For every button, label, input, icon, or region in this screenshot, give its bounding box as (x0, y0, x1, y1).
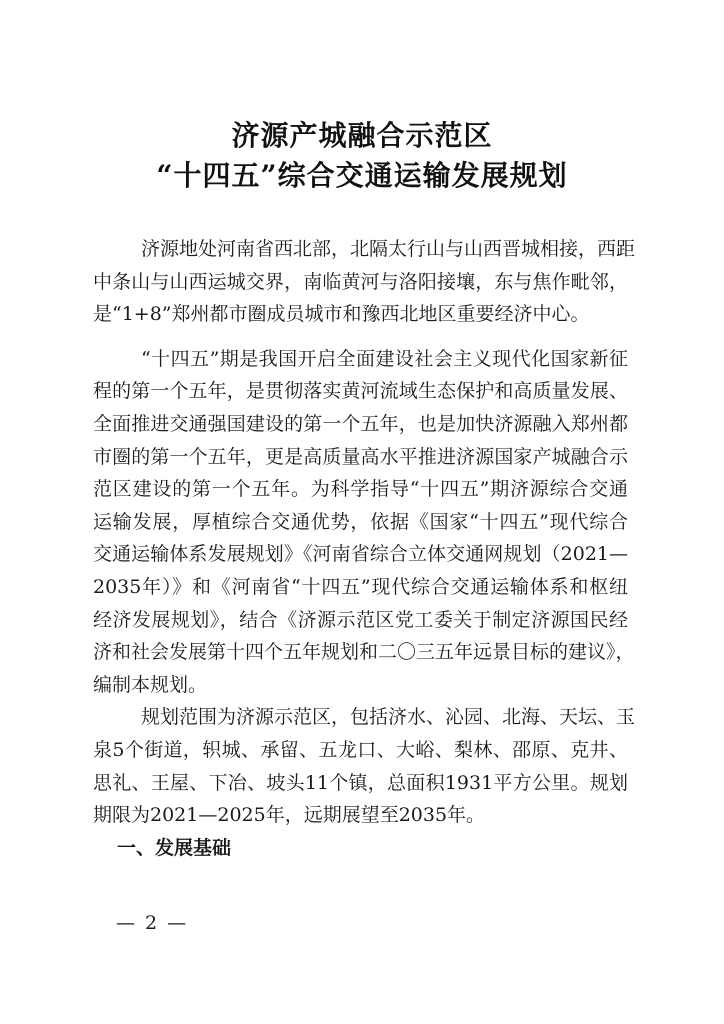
section-heading: 一、发展基础 (117, 836, 232, 859)
text-line: 中条山与山西运城交界，南临黄河与洛阳接壤，东与焦作毗邻， (93, 270, 628, 293)
text-line: 范区建设的第一个五年。为科学指导“十四五”期济源综合交通 (93, 478, 628, 501)
page-number: — 2 — (116, 912, 189, 934)
document-body (93, 233, 636, 864)
paragraph-location (93, 233, 636, 331)
text-line: 程的第一个五年，是贯彻落实黄河流域生态保护和高质量发展、 (93, 380, 628, 403)
paragraph-background (93, 343, 635, 702)
document-title-line-1: 济源产城融合示范区 (231, 119, 493, 152)
text-line: 规划范围为济源示范区，包括济水、沁园、北海、天坛、玉 (141, 706, 636, 729)
text-line: 市圈的第一个五年，更是高质量高水平推进济源国家产城融合示 (93, 445, 628, 468)
text-line: 编制本规划。 (93, 673, 208, 696)
text-line: 交通运输体系发展规划》《河南省综合立体交通网规划（2021— (93, 543, 628, 566)
text-line: 是“1+8”郑州都市圈成员城市和豫西北地区重要经济中心。 (93, 303, 590, 326)
text-line: 济源地处河南省西北部，北隔太行山与山西晋城相接，西距 (141, 238, 636, 260)
text-line: 思礼、王屋、下冶、坡头11个镇，总面积1931平方公里。规划 (93, 771, 628, 794)
text-line: 泉5个街道，轵城、承留、五龙口、大峪、梨林、邵原、克井、 (93, 738, 628, 761)
text-line: 2035年）》和《河南省“十四五”现代综合交通运输体系和枢纽 (93, 575, 628, 598)
text-line: 运输发展，厚植综合交通优势，依据《国家“十四五”现代综合 (93, 510, 628, 533)
paragraph-scope (93, 701, 636, 831)
text-line: 期限为2021—2025年，远期展望至2035年。 (93, 804, 486, 827)
text-line: 济和社会发展第十四个五年规划和二〇三五年远景目标的建议》， (93, 641, 635, 664)
text-line: 经济发展规划》，结合《济源示范区党工委关于制定济源国民经 (93, 608, 628, 631)
text-line: 全面推进交通强国建设的第一个五年，也是加快济源融入郑州都 (93, 412, 628, 435)
text-line: “十四五”期是我国开启全面建设社会主义现代化国家新征 (141, 347, 628, 370)
document-title-line-2: “十四五”综合交通运输发展规划 (156, 159, 568, 192)
